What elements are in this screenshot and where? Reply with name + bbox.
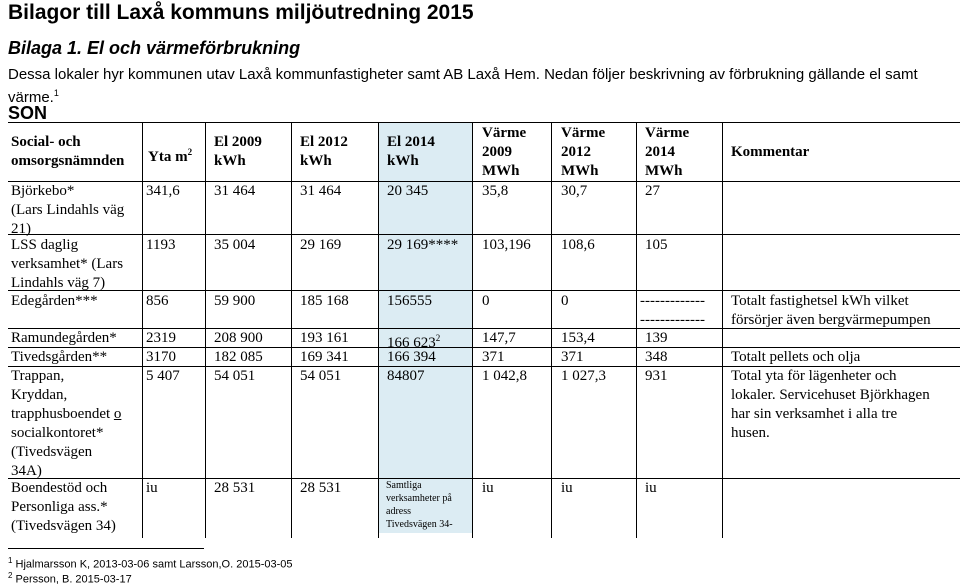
varme-2009-value: 371 — [482, 349, 505, 365]
footnote-ref: 2 — [435, 333, 441, 343]
header-varme-2009: Värme 2009 MWh — [482, 125, 527, 179]
area-value: 3170 — [146, 349, 176, 365]
intro-paragraph — [8, 66, 938, 107]
area-value: 856 — [146, 293, 169, 309]
header-el-2009: El 2009 kWh — [214, 134, 262, 169]
varme-2012-value: iu — [561, 480, 573, 496]
el-2009-value: 54 051 — [214, 368, 256, 384]
varme-2012-value: 0 — [561, 293, 569, 309]
el-2014-value: 156555 — [387, 293, 432, 309]
el-2012-value: 193 161 — [300, 330, 349, 346]
facility-name: Björkebo* (Lars Lindahls väg 21) — [11, 183, 125, 237]
footnote-2: $^2$ Persson, B. 2015-03-17 — [8, 571, 132, 586]
el-2014-value: 166 $623^2$ — [387, 333, 441, 351]
varme-2012-value: 108,6 — [561, 237, 595, 253]
varme-2009-value: 0 — [482, 293, 490, 309]
el-2014-value: Samtliga verksamheter på adress Tivedsvägen 34- — [386, 480, 453, 530]
section-title: SON — [8, 103, 48, 123]
varme-2009-value: 35,8 — [482, 183, 509, 199]
el-2009-value: 182 085 — [214, 349, 263, 365]
varme-2014-value: 931 — [645, 368, 668, 384]
facility-name: LSS daglig verksamhet* (Lars Lindahls väg 7) — [11, 237, 124, 291]
el-2014-value: 84807 — [387, 368, 425, 384]
footnote-1: $^1$ Hjalmarsson K, 2013-03-06 samt Larsson,O. 2015-03-05 — [8, 556, 293, 571]
facility-name: Trappan, Kryddan, trapphusboendet o socialkontoret* (Tivedsvägen 34A) — [11, 368, 122, 479]
varme-2012-value: 371 — [561, 349, 584, 365]
el-2012-value: 31 464 — [300, 183, 342, 199]
varme-2009-value: iu — [482, 480, 494, 496]
header-el-2012: El 2012 kWh — [300, 134, 348, 169]
area-value: 5 407 — [146, 368, 180, 384]
el-2014-value: 20 345 — [387, 183, 429, 199]
header-comment: Kommentar — [731, 144, 810, 160]
area-value: iu — [146, 480, 158, 496]
varme-2012-value: 30,7 — [561, 183, 588, 199]
el-2014-value: 29 169**** — [387, 237, 459, 253]
varme-2012-value: 1 027,3 — [561, 368, 606, 384]
intro-text: Dessa lokaler hyr kommunen utav Laxå kommunfastigheter samt AB Laxå Hem. Nedan följer beskrivning av förbrukning gällande el samt värme. — [8, 66, 918, 106]
el-2012-value: 28 531 — [300, 480, 342, 496]
facility-name: Boendestöd och Personliga ass.* (Tivedsvägen 34) — [11, 480, 116, 534]
header-varme-2012: Värme 2012 MWh — [561, 125, 606, 179]
varme-2009-value: 1 042,8 — [482, 368, 527, 384]
el-2012-value: 169 341 — [300, 349, 349, 365]
document-title: Bilagor till Laxå kommuns miljöutredning 2015 — [8, 1, 474, 24]
varme-2014-value: 348 — [645, 349, 668, 365]
el-2009-value: 208 900 — [214, 330, 263, 346]
varme-2009-value: 103,196 — [482, 237, 531, 253]
footnote-separator — [8, 548, 204, 549]
el-2012-value: 29 169 — [300, 237, 342, 253]
facility-name: Ramundegården* — [11, 330, 117, 346]
varme-2014-value: 139 — [645, 330, 668, 346]
varme-2014-value: iu — [645, 480, 657, 496]
el-2009-value: 59 900 — [214, 293, 256, 309]
header-el-2014: El 2014 kWh — [387, 134, 435, 169]
varme-2012-value: 153,4 — [561, 330, 595, 346]
comment-text: Total yta för lägenheter och lokaler. Servicehuset Björkhagen har sin verksamhet i alla tre husen. — [731, 368, 930, 441]
facility-name: Edegården*** — [11, 293, 98, 309]
area-value: 2319 — [146, 330, 176, 346]
el-2012-value: 185 168 — [300, 293, 349, 309]
el-2009-value: 35 004 — [214, 237, 256, 253]
el-2012-value: 54 051 — [300, 368, 342, 384]
el-2009-value: 31 464 — [214, 183, 256, 199]
varme-2014-value: ------------- ------------- — [640, 293, 705, 328]
el-2014-value: 166 394 — [387, 349, 436, 365]
area-value: 341,6 — [146, 183, 180, 199]
intro-footnote-ref: 1 — [53, 88, 59, 98]
varme-2014-value: 27 — [645, 183, 660, 199]
comment-text: Totalt pellets och olja — [731, 349, 861, 365]
header-varme-2014: Värme 2014 MWh — [645, 125, 690, 179]
varme-2014-value: 105 — [645, 237, 668, 253]
el-2009-value: 28 531 — [214, 480, 256, 496]
appendix-title: Bilaga 1. El och värmeförbrukning — [8, 38, 301, 58]
header-department: Social- och omsorgsnämnden — [11, 134, 125, 169]
varme-2009-value: 147,7 — [482, 330, 516, 346]
header-area: Yta $m^2$ — [148, 147, 193, 165]
comment-text: Totalt fastighetsel kWh vilket försörjer även bergvärmepumpen — [731, 293, 931, 328]
area-value: 1193 — [146, 237, 176, 253]
facility-name: Tivedsgården** — [11, 349, 108, 365]
